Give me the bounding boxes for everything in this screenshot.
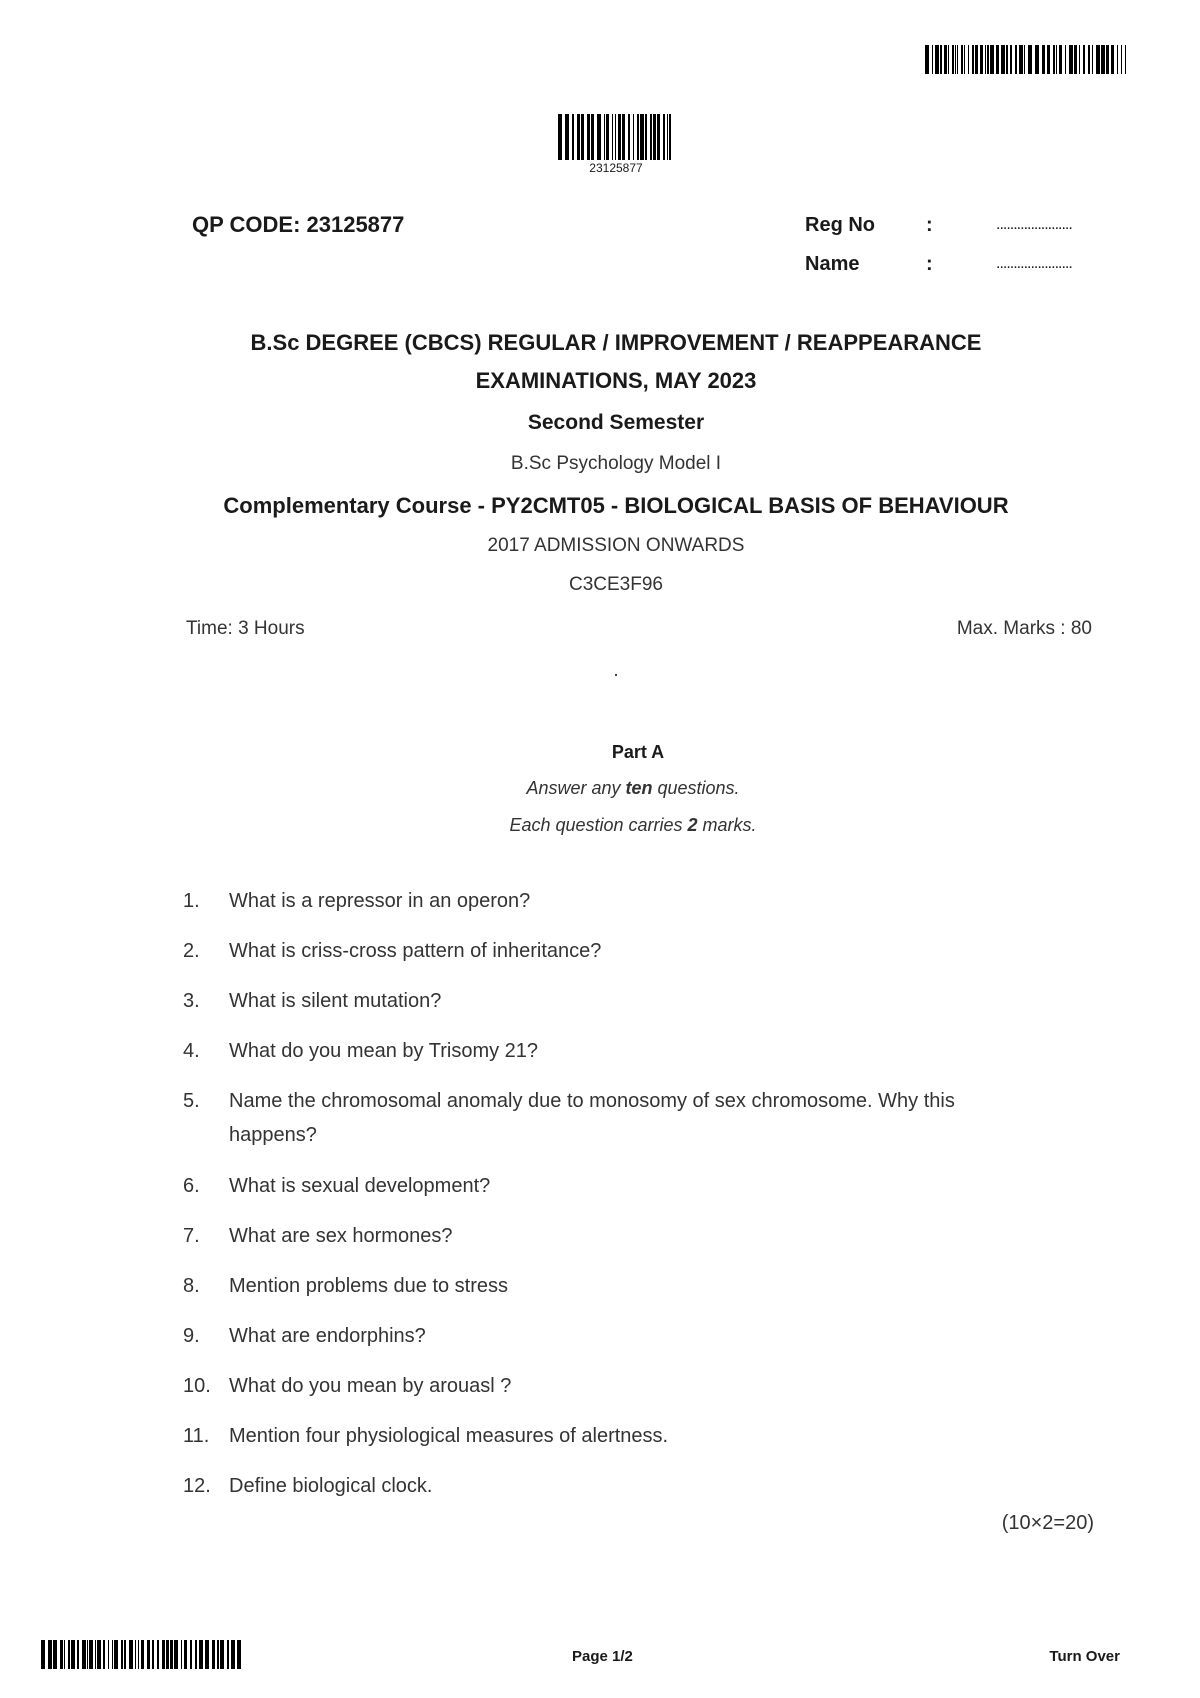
part-a-instruction-1 xyxy=(0,778,1200,799)
barcode-bar xyxy=(640,114,644,160)
instruction-text: marks. xyxy=(697,815,757,835)
barcode-bar xyxy=(157,1640,159,1669)
barcode-bar xyxy=(184,1640,187,1669)
barcode-bar xyxy=(1065,45,1066,74)
barcode-bar xyxy=(985,45,986,74)
barcode-bar xyxy=(667,114,668,160)
barcode-bar xyxy=(669,114,671,160)
paper-code: C3CE3F96 xyxy=(569,574,663,595)
barcode-bar xyxy=(1074,45,1077,74)
barcode-bar xyxy=(237,1640,241,1669)
barcode-bar xyxy=(565,114,569,160)
question-text: What is silent mutation? xyxy=(229,990,442,1012)
barcode-bar xyxy=(103,1640,105,1669)
barcode-bar xyxy=(1020,45,1023,74)
question-number: 1. xyxy=(183,890,200,912)
barcode-bar xyxy=(124,1640,126,1669)
barcode-bar xyxy=(95,1640,96,1669)
barcode-bar xyxy=(955,45,957,74)
question-number: 10. xyxy=(183,1375,211,1397)
question-text: What is a repressor in an operon? xyxy=(229,890,531,912)
barcode-bar xyxy=(1096,45,1100,74)
barcode-bar xyxy=(1117,45,1118,74)
question-7 xyxy=(183,1219,1033,1253)
instruction-text: questions. xyxy=(652,778,740,798)
instruction-emphasis: ten xyxy=(625,778,653,798)
name-field: ...................... xyxy=(996,255,1072,272)
barcode-bar xyxy=(68,1640,70,1669)
reg-no-colon: : xyxy=(926,214,933,236)
barcode-bar xyxy=(60,1640,63,1669)
barcode-bar xyxy=(199,1640,203,1669)
barcode-bar xyxy=(166,1640,169,1669)
barcode-bar xyxy=(231,1640,235,1669)
barcode-bar xyxy=(129,1640,133,1669)
barcode-bar xyxy=(1042,45,1045,74)
barcode-bar xyxy=(147,1640,150,1669)
barcode-bar xyxy=(170,1640,173,1669)
instruction-text: Each question carries xyxy=(509,815,688,835)
part-a-marks: (10×2=20) xyxy=(1001,1512,1094,1534)
barcode-bar xyxy=(1056,45,1057,74)
barcode-bar xyxy=(1083,45,1085,74)
barcode-bar xyxy=(1125,45,1126,74)
barcode-bar xyxy=(944,45,947,74)
question-6 xyxy=(183,1169,1033,1203)
barcode-bar xyxy=(948,45,949,74)
barcode-bar xyxy=(82,1640,86,1669)
barcode-bar xyxy=(1059,45,1062,74)
barcode-bar xyxy=(205,1640,209,1669)
question-number: 3. xyxy=(183,990,200,1012)
barcode-bar xyxy=(53,1640,57,1669)
question-number: 11. xyxy=(183,1425,210,1447)
barcode-top-right xyxy=(925,45,1129,74)
barcode-bar xyxy=(606,114,609,160)
barcode-bar xyxy=(650,114,652,160)
barcode-bar xyxy=(558,114,562,160)
question-text: What is sexual development? xyxy=(229,1175,491,1197)
question-text: What is criss-cross pattern of inheritance? xyxy=(229,940,602,962)
question-number: 7. xyxy=(183,1225,200,1247)
barcode-bar xyxy=(633,114,634,160)
barcode-bar xyxy=(597,114,601,160)
barcode-bar xyxy=(990,45,994,74)
turn-over: Turn Over xyxy=(1049,1648,1120,1665)
barcode-bar xyxy=(604,114,605,160)
barcode-bar xyxy=(1035,45,1039,74)
barcode-bar xyxy=(1101,45,1105,74)
barcode-bar xyxy=(618,114,621,160)
barcode-bar xyxy=(174,1640,178,1669)
question-text: Define biological clock. xyxy=(229,1475,433,1497)
page-number: Page 1/2 xyxy=(572,1648,633,1665)
barcode-bar xyxy=(657,114,660,160)
barcode-bar xyxy=(925,45,929,74)
question-number: 4. xyxy=(183,1040,200,1062)
question-text: What do you mean by Trisomy 21? xyxy=(229,1040,539,1062)
barcode-bar xyxy=(114,1640,118,1669)
barcode-bar xyxy=(77,1640,79,1669)
barcode-bar xyxy=(961,45,963,74)
barcode-bar xyxy=(97,1640,101,1669)
question-text: What are sex hormones? xyxy=(229,1225,453,1247)
question-9 xyxy=(183,1319,1033,1353)
barcode-bar xyxy=(975,45,978,74)
barcode-bar xyxy=(181,1640,182,1669)
question-text: What are endorphins? xyxy=(229,1325,426,1347)
barcode-bar xyxy=(190,1640,192,1669)
barcode-bar xyxy=(591,114,594,160)
name-label: Name xyxy=(805,253,860,275)
barcode-bar xyxy=(87,1640,88,1669)
instruction-text: Answer any xyxy=(526,778,626,798)
barcode-bar xyxy=(1092,45,1093,74)
question-number: 12. xyxy=(183,1475,211,1497)
barcode-bar xyxy=(935,45,939,74)
barcode-center xyxy=(558,114,674,160)
barcode-bar xyxy=(612,114,613,160)
barcode-bar xyxy=(996,45,999,74)
barcode-bar xyxy=(957,45,958,74)
barcode-bar xyxy=(940,45,942,74)
barcode-bar xyxy=(1069,45,1073,74)
question-number: 9. xyxy=(183,1325,200,1347)
barcode-bar xyxy=(1121,45,1122,74)
separator-dot: . xyxy=(613,660,619,681)
barcode-bottom-left xyxy=(41,1640,245,1669)
question-text: Name the chromosomal anomaly due to monosomy of sex chromosome. Why this happens? xyxy=(229,1090,955,1146)
barcode-bar xyxy=(121,1640,123,1669)
question-5 xyxy=(183,1084,1033,1152)
barcode-bar xyxy=(628,114,630,160)
barcode-bar xyxy=(1024,45,1025,74)
barcode-bar xyxy=(587,114,590,160)
barcode-bar xyxy=(980,45,983,74)
barcode-bar xyxy=(622,114,625,160)
barcode-bar xyxy=(964,45,965,74)
barcode-bar xyxy=(195,1640,197,1669)
barcode-bar xyxy=(645,114,647,160)
question-2 xyxy=(183,934,1033,968)
barcode-bar xyxy=(972,45,974,74)
barcode-bar xyxy=(112,1640,113,1669)
barcode-bar xyxy=(932,45,933,74)
exam-title-line1: B.Sc DEGREE (CBCS) REGULAR / IMPROVEMENT / REAPPEARANCE xyxy=(250,330,982,355)
barcode-bar xyxy=(135,1640,136,1669)
part-a-instruction-2 xyxy=(0,815,1200,836)
barcode-bar xyxy=(220,1640,224,1669)
exam-time: Time: 3 Hours xyxy=(186,618,305,639)
barcode-bar xyxy=(1006,45,1008,74)
barcode-bar xyxy=(138,1640,139,1669)
barcode-bar xyxy=(1088,45,1091,74)
admission: 2017 ADMISSION ONWARDS xyxy=(487,535,745,556)
barcode-bar xyxy=(71,1640,75,1669)
barcode-caption: 23125877 xyxy=(589,161,643,175)
question-text: Mention problems due to stress xyxy=(229,1275,509,1297)
barcode-bar xyxy=(227,1640,229,1669)
barcode-bar xyxy=(572,114,575,160)
barcode-bar xyxy=(653,114,657,160)
max-marks: Max. Marks : 80 xyxy=(956,618,1092,639)
barcode-bar xyxy=(41,1640,45,1669)
barcode-bar xyxy=(663,114,665,160)
barcode-bar xyxy=(1001,45,1005,74)
barcode-bar xyxy=(581,114,584,160)
barcode-bar xyxy=(1106,45,1109,74)
question-number: 8. xyxy=(183,1275,200,1297)
barcode-bar xyxy=(1047,45,1050,74)
question-number: 6. xyxy=(183,1175,200,1197)
barcode-bar xyxy=(217,1640,219,1669)
question-8 xyxy=(183,1269,1033,1303)
question-number: 2. xyxy=(183,940,200,962)
barcode-bar xyxy=(1028,45,1032,74)
barcode-bar xyxy=(1019,45,1020,74)
barcode-bar xyxy=(89,1640,93,1669)
barcode-bar xyxy=(1053,45,1055,74)
barcode-bar xyxy=(141,1640,144,1669)
name-colon: : xyxy=(926,253,933,275)
barcode-bar xyxy=(212,1640,215,1669)
question-3 xyxy=(183,984,1033,1018)
question-10 xyxy=(183,1369,1033,1403)
barcode-bar xyxy=(1015,45,1017,74)
barcode-bar xyxy=(64,1640,65,1669)
reg-no-field: ...................... xyxy=(996,216,1072,233)
barcode-bar xyxy=(987,45,989,74)
barcode-bar xyxy=(1010,45,1012,74)
question-11 xyxy=(183,1419,1033,1453)
barcode-bar xyxy=(162,1640,165,1669)
barcode-bar xyxy=(1111,45,1114,74)
barcode-bar xyxy=(48,1640,52,1669)
question-text: What do you mean by arouasl ? xyxy=(229,1375,512,1397)
exam-title-line2: EXAMINATIONS, MAY 2023 xyxy=(475,368,757,393)
course-title: Complementary Course - PY2CMT05 - BIOLOGICAL BASIS OF BEHAVIOUR xyxy=(223,493,1009,518)
part-a-title: Part A xyxy=(611,742,665,762)
barcode-bar xyxy=(108,1640,109,1669)
question-1 xyxy=(183,884,1033,918)
barcode-bar xyxy=(577,114,580,160)
semester: Second Semester xyxy=(527,411,705,434)
question-number: 5. xyxy=(183,1090,200,1112)
barcode-bar xyxy=(637,114,639,160)
question-4 xyxy=(183,1034,1033,1068)
question-12 xyxy=(183,1469,1033,1503)
barcode-bar xyxy=(968,45,969,74)
barcode-bar xyxy=(952,45,954,74)
instruction-emphasis: 2 xyxy=(687,815,698,835)
barcode-bar xyxy=(1079,45,1080,74)
reg-no-label: Reg No xyxy=(805,214,875,236)
barcode-bar xyxy=(615,114,617,160)
qp-code: QP CODE: 23125877 xyxy=(192,212,405,237)
question-text: Mention four physiological measures of alertness. xyxy=(229,1425,669,1447)
programme: B.Sc Psychology Model I xyxy=(510,453,722,474)
barcode-bar xyxy=(152,1640,154,1669)
